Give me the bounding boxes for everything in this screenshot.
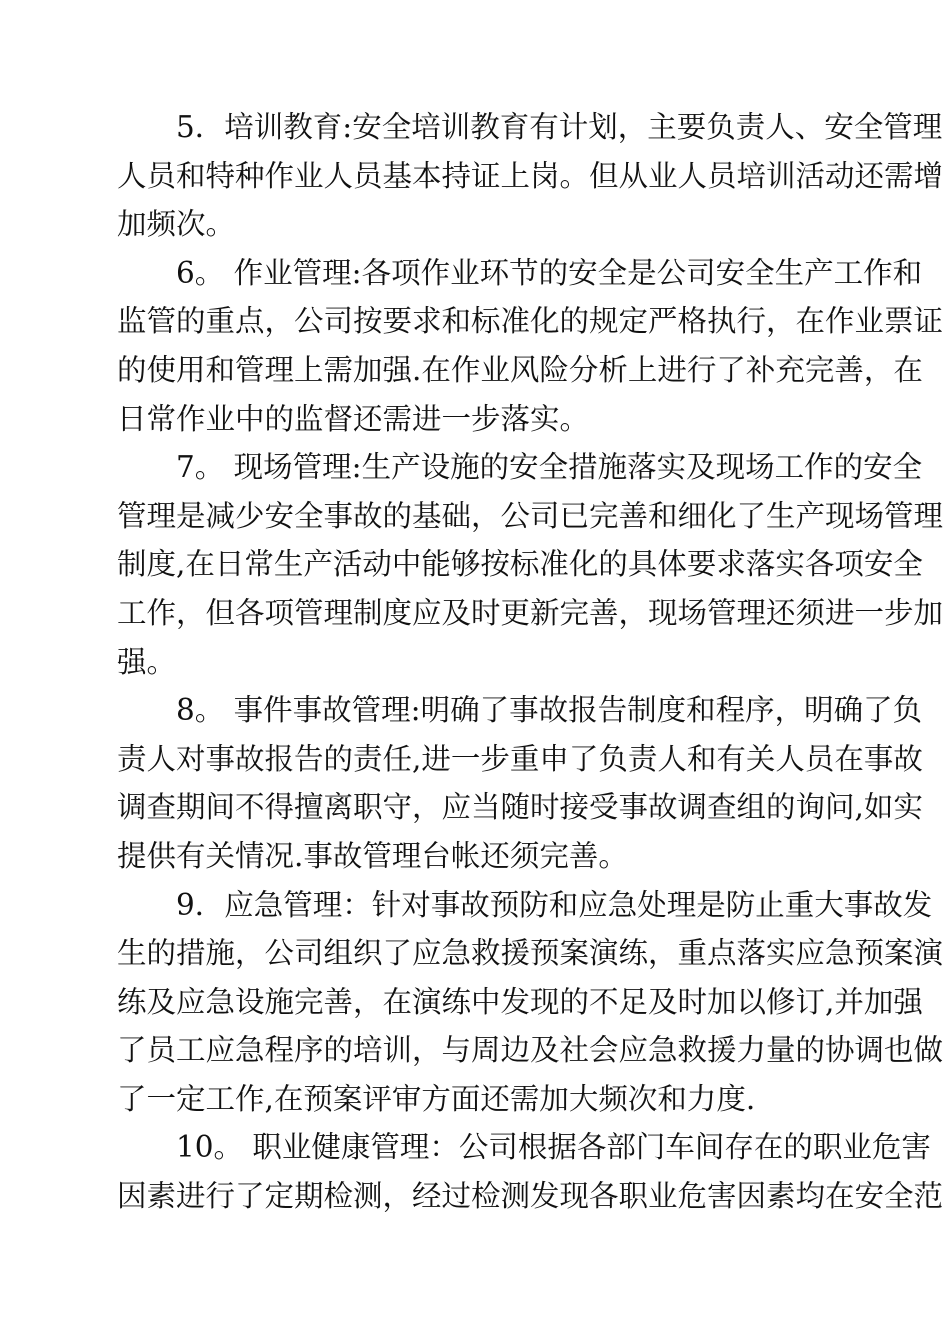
text-line: 管理是减少安全事故的基础，公司已完善和细化了生产现场管理 bbox=[117, 498, 944, 533]
paragraph-site-management bbox=[117, 443, 944, 686]
text-line: 制度,在日常生产活动中能够按标准化的具体要求落实各项安全 bbox=[117, 547, 923, 582]
paragraph-emergency-management bbox=[117, 881, 944, 1124]
text-line: 5．培训教育:安全培训教育有计划，主要负责人、安全管理 bbox=[176, 110, 943, 144]
text-line: 调查期间不得擅离职守，应当随时接受事故调查组的询问,如实 bbox=[117, 790, 923, 825]
text-line: 强。 bbox=[117, 644, 177, 679]
paragraph-incident-management bbox=[117, 686, 923, 880]
document-page bbox=[117, 103, 944, 1221]
text-line: 加频次。 bbox=[117, 207, 236, 242]
text-line: 责人对事故报告的责任,进一步重申了负责人和有关人员在事故 bbox=[117, 741, 923, 776]
text-line: 日常作业中的监督还需进一步落实。 bbox=[117, 401, 590, 436]
text-line: 生的措施，公司组织了应急救援预案演练，重点落实应急预案演 bbox=[117, 936, 944, 971]
text-line: 因素进行了定期检测，经过检测发现各职业危害因素均在安全范 bbox=[117, 1179, 944, 1214]
text-line: 工作，但各项管理制度应及时更新完善，现场管理还须进一步加 bbox=[117, 595, 944, 630]
text-line: 提供有关情况.事故管理台帐还须完善。 bbox=[117, 838, 628, 873]
text-line: 监管的重点，公司按要求和标准化的规定严格执行，在作业票证 bbox=[117, 304, 944, 339]
text-line: 人员和特种作业人员基本持证上岗。但从业人员培训活动还需增 bbox=[117, 158, 944, 193]
text-line: 10。 职业健康管理：公司根据各部门车间存在的职业危害 bbox=[176, 1130, 931, 1165]
text-line: 6。 作业管理:各项作业环节的安全是公司安全生产工作和 bbox=[176, 255, 923, 290]
paragraph-operations bbox=[117, 249, 944, 443]
text-line: 了一定工作,在预案评审方面还需加大频次和力度. bbox=[117, 1081, 756, 1116]
text-line: 练及应急设施完善，在演练中发现的不足及时加以修订,并加强 bbox=[117, 984, 923, 1019]
text-line: 的使用和管理上需加强.在作业风险分析上进行了补充完善，在 bbox=[117, 352, 923, 387]
paragraph-occupational-health bbox=[117, 1123, 944, 1220]
text-line: 了员工应急程序的培训，与周边及社会应急救援力量的协调也做 bbox=[117, 1033, 944, 1068]
paragraph-training bbox=[117, 103, 944, 249]
text-line: 9．应急管理：针对事故预防和应急处理是防止重大事故发 bbox=[176, 887, 933, 922]
text-line: 7。 现场管理:生产设施的安全措施落实及现场工作的安全 bbox=[176, 450, 923, 485]
text-line: 8。 事件事故管理:明确了事故报告制度和程序，明确了负 bbox=[176, 693, 923, 728]
